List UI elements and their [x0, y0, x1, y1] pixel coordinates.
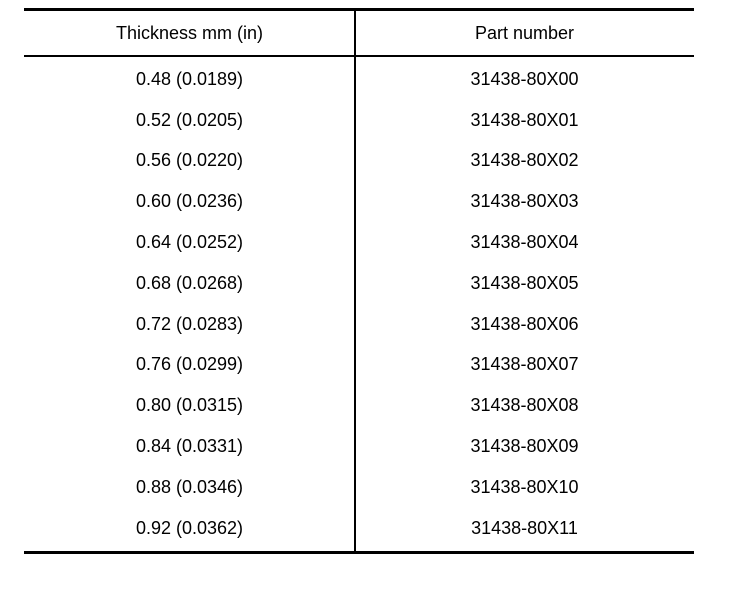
- thickness-cell: 0.84 (0.0331): [135, 436, 244, 457]
- thickness-cell: 0.68 (0.0268): [135, 272, 244, 293]
- thickness-cell: 0.56 (0.0220): [135, 150, 244, 171]
- part-number-cell: 31438-80X00: [470, 68, 579, 89]
- table-header-row: [24, 11, 694, 57]
- part-number-cell: 31438-80X07: [470, 354, 579, 375]
- table-row: [24, 59, 694, 100]
- table-row: [24, 467, 694, 508]
- thickness-cell: 0.48 (0.0189): [135, 68, 244, 89]
- table-row: [24, 304, 694, 345]
- header-part-number: Part number: [474, 22, 575, 43]
- table-row: [24, 385, 694, 426]
- table-row: [24, 263, 694, 304]
- table-row: [24, 426, 694, 467]
- table-row: [24, 345, 694, 386]
- part-number-cell: 31438-80X10: [470, 476, 579, 497]
- part-number-cell: 31438-80X06: [470, 313, 579, 334]
- part-number-cell: 31438-80X09: [470, 436, 579, 457]
- table-row: [24, 100, 694, 141]
- part-number-cell: 31438-80X03: [470, 191, 579, 212]
- thickness-cell: 0.80 (0.0315): [135, 395, 244, 416]
- table-row: [24, 141, 694, 182]
- thickness-cell: 0.60 (0.0236): [135, 191, 244, 212]
- header-thickness: Thickness mm (in): [115, 22, 263, 43]
- part-number-cell: 31438-80X02: [470, 150, 579, 171]
- table-row: [24, 222, 694, 263]
- part-number-cell: 31438-80X11: [471, 517, 578, 538]
- part-number-cell: 31438-80X05: [470, 272, 579, 293]
- part-number-cell: 31438-80X08: [470, 395, 579, 416]
- part-number-cell: 31438-80X04: [470, 232, 579, 253]
- thickness-cell: 0.92 (0.0362): [135, 517, 244, 538]
- part-number-cell: 31438-80X01: [470, 109, 579, 130]
- thickness-cell: 0.72 (0.0283): [135, 313, 244, 334]
- thickness-cell: 0.88 (0.0346): [135, 476, 244, 497]
- table-body: [24, 57, 694, 551]
- thickness-cell: 0.52 (0.0205): [135, 109, 244, 130]
- thickness-cell: 0.64 (0.0252): [135, 232, 244, 253]
- table-row: [24, 181, 694, 222]
- thickness-cell: 0.76 (0.0299): [135, 354, 244, 375]
- table-row: [24, 508, 694, 549]
- shim-thickness-table: [24, 8, 694, 554]
